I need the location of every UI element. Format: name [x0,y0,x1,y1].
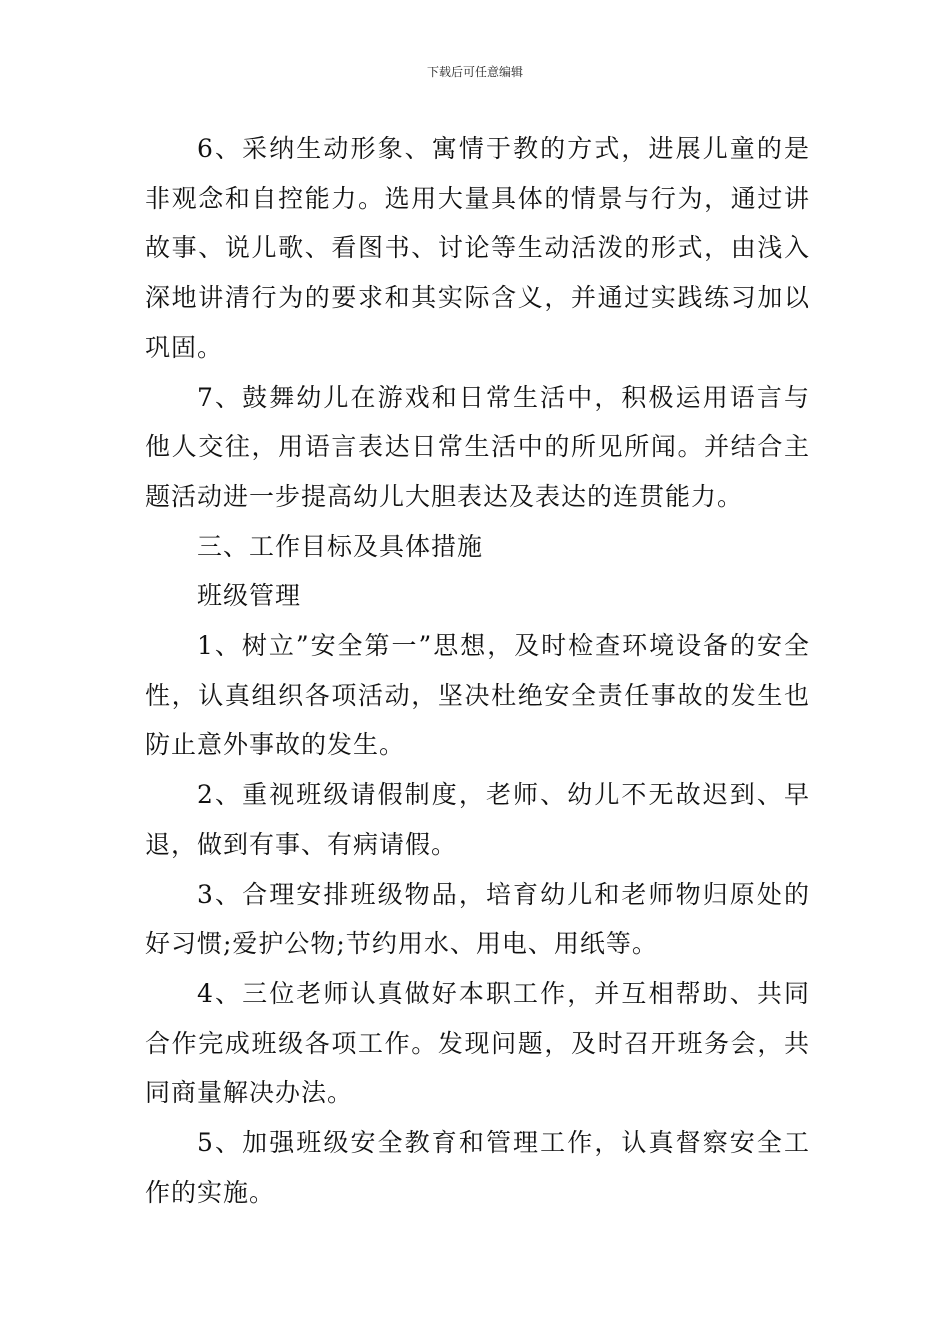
subsection-heading-class-management: 班级管理 [197,581,302,611]
paragraph-item-4: 4、三位老师认真做好本职工作，并互相帮助、共同合作完成班级各项工作。发现问题，及时召开班务会，共同商量解决办法。 [145,978,810,1108]
paragraph-item-5: 5、加强班级安全教育和管理工作，认真督察安全工作的实施。 [145,1128,810,1207]
document-body [145,124,810,1217]
paragraph-item-3: 3、合理安排班级物品，培育幼儿和老师物归原处的好习惯;爱护公物;节约用水、用电、用纸等。 [145,879,810,959]
paragraph-item-6: 6、采纳生动形象、寓情于教的方式，进展儿童的是非观念和自控能力。选用大量具体的情景与行为，通过讲故事、说儿歌、看图书、讨论等生动活泼的形式，由浅入深地讲清行为的要求和其实际含义，并通过实践练习加以巩固。 [145,134,810,362]
paragraph-item-1: 1、树立”安全第一”思想，及时检查环境设备的安全性，认真组织各项活动，坚决杜绝安全责任事故的发生也防止意外事故的发生。 [145,631,810,760]
page-header-note: 下载后可任意编辑 [426,65,523,79]
paragraph-item-2: 2、重视班级请假制度，老师、幼儿不无故迟到、早退，做到有事、有病请假。 [145,780,810,859]
paragraph-item-7: 7、鼓舞幼儿在游戏和日常生活中，积极运用语言与他人交往，用语言表达日常生活中的所见所闻。并结合主题活动进一步提高幼儿大胆表达及表达的连贯能力。 [145,382,810,511]
section-heading-work-goals: 三、工作目标及具体措施 [197,531,484,561]
